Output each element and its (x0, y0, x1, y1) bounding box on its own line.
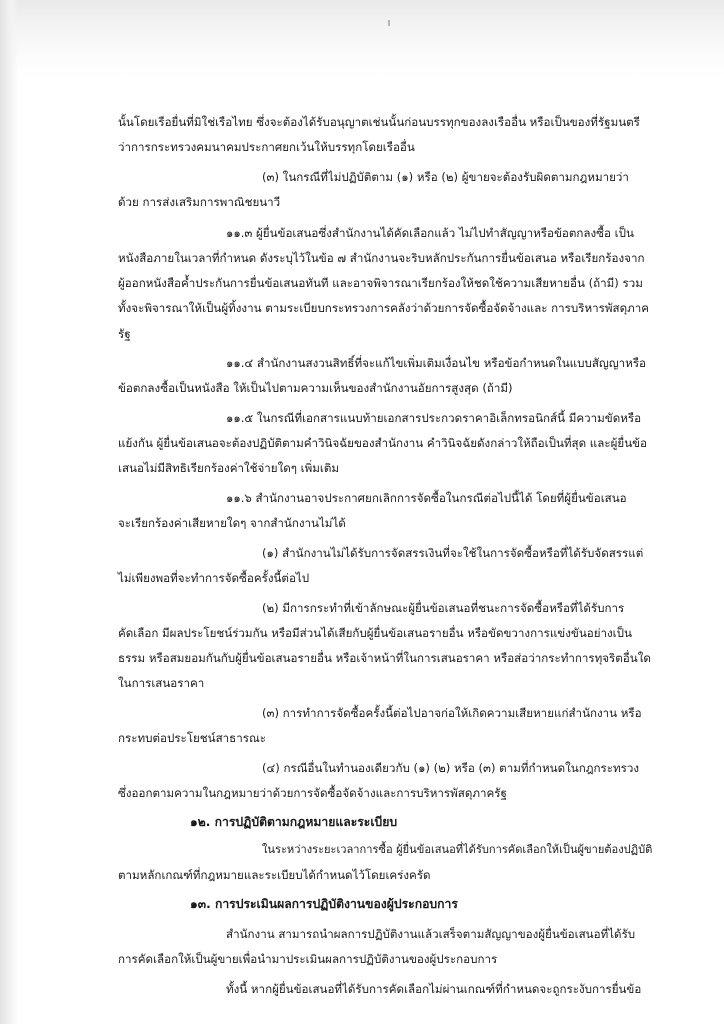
text-line: ผู้ออกหนังสือค้ำประกันการยื่นข้อเสนอทันที และอาจพิจารณาเรียกร้องให้ชดใช้ความเสียหายอื่น (ถ้ามี) รวม (118, 276, 643, 290)
text-line: รัฐ (118, 327, 131, 341)
scan-shadow-left (0, 0, 18, 1024)
text-line: สำนักงาน สามารถนำผลการปฏิบัติงานแล้วเสร็จตามสัญญาของผู้ยื่นข้อเสนอที่ได้รับ (226, 927, 636, 941)
text-line: (๓) ในกรณีที่ไม่ปฏิบัติตาม (๑) หรือ (๒) ผู้ขายจะต้องรับผิดตามกฎหมายว่า (262, 170, 629, 184)
text-line: ซึ่งออกตามความในกฎหมายว่าด้วยการจัดซื้อจัดจ้างและการบริหารพัสดุภาครัฐ (118, 786, 507, 800)
text-line: การคัดเลือกให้เป็นผู้ขายเพื่อนำมาประเมินผลการปฏิบัติงานของผู้ประกอบการ (118, 952, 498, 966)
section-heading: ๑๓. การประเมินผลการปฏิบัติงานของผู้ประกอบการ (190, 897, 458, 911)
text-line: ในการเสนอราคา (118, 676, 205, 690)
text-line: ๑๑.๖ สำนักงานอาจประกาศยกเลิกการจัดซื้อในกรณีต่อไปนี้ได้ โดยที่ผู้ยื่นข้อเสนอ (226, 491, 627, 505)
text-line: จะเรียกร้องค่าเสียหายใดๆ จากสำนักงานไม่ได้ (118, 516, 346, 530)
text-line: ในระหว่างระยะเวลาการซื้อ ผู้ยื่นข้อเสนอที่ได้รับการคัดเลือกให้เป็นผู้ขายต้องปฏิบัติ (262, 843, 653, 856)
text-line: ทั้งนี้ หากผู้ยื่นข้อเสนอที่ได้รับการคัดเลือกไม่ผ่านเกณฑ์ที่กำหนดจะถูกระงับการยื่นข้อ (226, 982, 642, 996)
text-line: ว่าการกระทรวงคมนาคมประกาศยกเว้นให้บรรทุกโดยเรืออื่น (118, 140, 415, 154)
text-line: กระทบต่อประโยชน์สาธารณะ (118, 731, 266, 745)
text-line: ข้อตกลงซื้อเป็นหนังสือ ให้เป็นไปตามความเห็นของสำนักงานอัยการสูงสุด (ถ้ามี) (118, 381, 513, 395)
section-heading: ๑๒. การปฏิบัติตามกฎหมายและระเบียบ (190, 815, 398, 829)
text-line: (๓) การทำการจัดซื้อครั้งนี้ต่อไปอาจก่อให้เกิดความเสียหายแก่สำนักงาน หรือ (262, 706, 642, 720)
text-line: ๑๑.๔ สำนักงานสงวนสิทธิ์ที่จะแก้ไขเพิ่มเติมเงื่อนไข หรือข้อกำหนดในแบบสัญญาหรือ (226, 356, 647, 370)
scan-speck (388, 20, 390, 26)
text-line: แย้งกัน ผู้ยื่นข้อเสนอจะต้องปฏิบัติตามคำวินิจฉัยของสำนักงาน คำวินิจฉัยดังกล่าวให้ถือเป็นที่สุด และผู้ยื่นข้อ (118, 436, 648, 450)
text-line: เสนอไม่มีสิทธิเรียกร้องค่าใช้จ่ายใดๆ เพิ่มเติม (118, 461, 340, 475)
text-line: ด้วย การส่งเสริมการพาณิชยนาวี (118, 195, 281, 209)
text-line: ธรรม หรือสมยอมกันกับผู้ยื่นข้อเสนอรายอื่น หรือเจ้าหน้าที่ในการเสนอราคา หรือส่อว่ากระทำการทุจริตอื่นใด (118, 651, 651, 665)
scan-shadow-top (0, 0, 724, 78)
text-line: ตามหลักเกณฑ์ที่กฎหมายและระเบียบได้กำหนดไว้โดยเคร่งครัด (118, 868, 431, 882)
text-line: (๔) กรณีอื่นในทำนองเดียวกับ (๑) (๒) หรือ (๓) ตามที่กำหนดในกฎกระทรวง (262, 761, 640, 775)
text-line: (๑) สำนักงานไม่ได้รับการจัดสรรเงินที่จะใช้ในการจัดซื้อหรือที่ได้รับจัดสรรแต่ (262, 546, 644, 560)
text-line: ไม่เพียงพอที่จะทำการจัดซื้อครั้งนี้ต่อไป (118, 571, 310, 585)
text-line: ๑๑.๕ ในกรณีที่เอกสารแนบท้ายเอกสารประกวดราคาอิเล็กทรอนิกส์นี้ มีความขัดหรือ (226, 411, 642, 425)
text-line: ทั้งจะพิจารณาให้เป็นผู้ทิ้งงาน ตามระเบียบกระทรวงการคลังว่าด้วยการจัดซื้อจัดจ้างและ การบริหารพัสดุภาค (118, 301, 650, 315)
text-line: หนังสือภายในเวลาที่กำหนด ดังระบุไว้ในข้อ ๗ สำนักงานจะริบหลักประกันการยื่นข้อเสนอ หรือเรียกร้องจาก (118, 251, 645, 265)
text-line: ๑๑.๓ ผู้ยื่นข้อเสนอซึ่งสำนักงานได้คัดเลือกแล้ว ไม่ไปทำสัญญาหรือข้อตกลงซื้อ เป็น (226, 226, 634, 240)
text-line: คัดเลือก มีผลประโยชน์ร่วมกัน หรือมีส่วนได้เสียกับผู้ยื่นข้อเสนอรายอื่น หรือขัดขวางการแข่งขันอย่างเป็น (118, 626, 632, 640)
text-line: (๒) มีการกระทำที่เข้าลักษณะผู้ยื่นข้อเสนอที่ชนะการจัดซื้อหรือที่ได้รับการ (262, 601, 625, 615)
text-line: นั้นโดยเรือยื่นที่มิใช่เรือไทย ซึ่งจะต้องได้รับอนุญาตเช่นนั้นก่อนบรรทุกของลงเรืออื่น หรือเป็นของที่รัฐมนตรี (118, 115, 640, 129)
